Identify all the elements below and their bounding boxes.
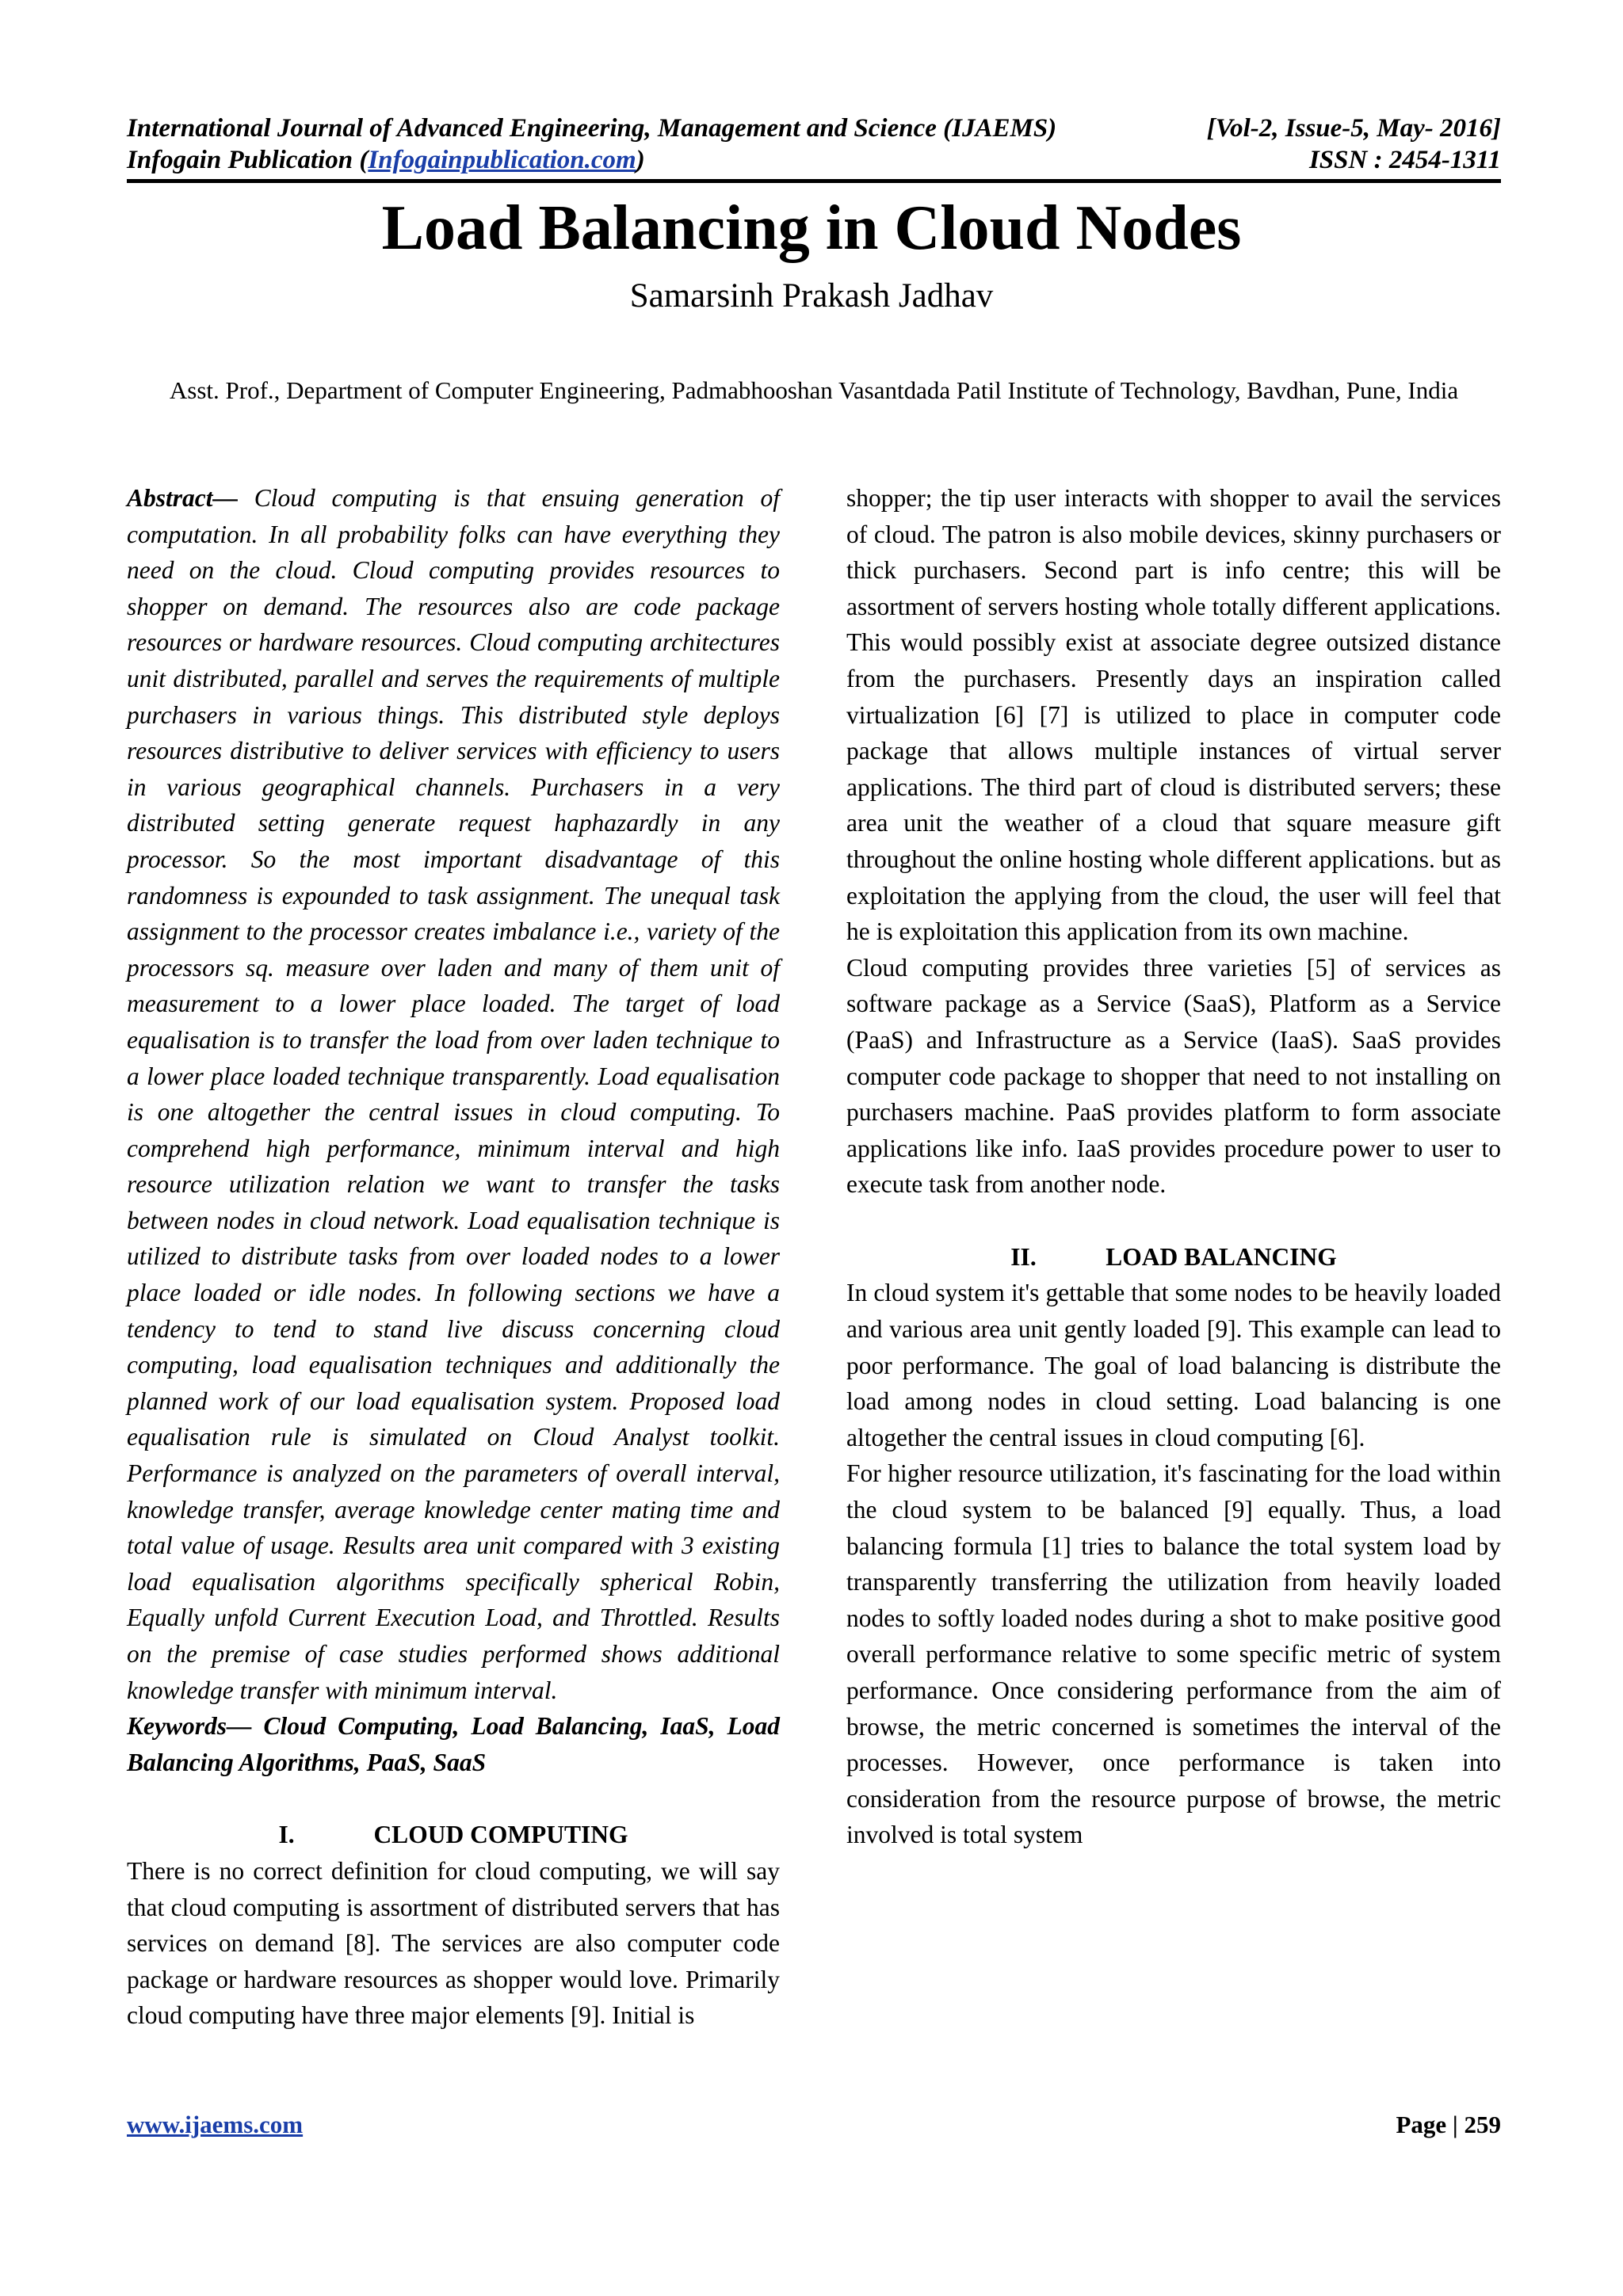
page-number: Page | 259 <box>1396 2111 1501 2138</box>
paper-title: Load Balancing in Cloud Nodes <box>381 193 1242 263</box>
abstract <box>127 480 780 1708</box>
author-name: Samarsinh Prakash Jadhav <box>629 277 994 315</box>
volume-info: [Vol-2, Issue-5, May- 2016] <box>1206 114 1501 143</box>
section-title: CLOUD COMPUTING <box>373 1821 628 1849</box>
abstract-label: Abstract— <box>127 484 239 512</box>
section-number: I. <box>278 1821 295 1849</box>
section1-paragraph-1: There is no correct definition for cloud computing, we will say that cloud computing is assortment of distributed servers that has services on demand [8]. The services are also computer code package or hardware resources as shopper would love. Primarily cloud computing have three major elements [9]. Initial is <box>127 1856 780 2030</box>
section1-paragraph-1-continued: shopper; the tip user interacts with shopper to avail the services of cloud. The patron is also mobile devices, skinny purchasers or thick purchasers. Second part is info centre; this will be assortment of servers hosting whole totally different applications. This would possibly exist at associate degree outsized distance from the purchasers. Presently days an inspiration called virtualization [6] [7] is utilized to place in computer code package that allows multiple instances of virtual server applications. The third part of cloud is distributed servers; these area unit the weather of a cloud that square measure gift throughout the online hosting whole different applications. but as exploitation the applying from the cloud, the user will feel that he is exploitation this application from its own machine. <box>846 484 1501 946</box>
section-title: LOAD BALANCING <box>1106 1242 1337 1271</box>
author-affiliation: Asst. Prof., Department of Computer Engineering, Padmabhooshan Vasantdada Patil Institute of Technology, Bavdhan, Pune, India <box>169 376 1459 404</box>
website-link[interactable]: www.ijaems.com <box>127 2111 304 2138</box>
abstract-text: Cloud computing is that ensuing generation of computation. In all probability folks can have everything they need on the cloud. Cloud computing provides resources to shopper on demand. The resources also are code package resources or hardware resources. Cloud computing architectures unit distributed, parallel and serves the requirements of multiple purchasers in various things. This distributed style deploys resources distributive to deliver services with efficiency to users in various geographical channels. Purchasers in a very distributed setting generate request haphazardly in any processor. So the most important disadvantage of this randomness is expounded to task assignment. The unequal task assignment to the processor creates imbalance i.e., variety of the processors sq. measure over laden and many of them unit of measurement to a lower place loaded. The target of load equalisation is to transfer the load from over laden technique to a lower place loaded technique transparently. Load equalisation is one altogether the central issues in cloud computing. To comprehend high performance, minimum interval and high resource utilization relation we want to transfer the tasks between nodes in cloud network. Load equalisation technique is utilized to distribute tasks from over loaded nodes to a lower place loaded or idle nodes. In following sections we have a tendency to tend to stand live discuss concerning cloud computing, load equalisation techniques and additionally the planned work of our load equalisation system. Proposed load equalisation rule is simulated on Cloud Analyst toolkit. Performance is analyzed on the parameters of overall interval, knowledge transfer, average knowledge center mating time and total value of usage. Results area unit compared with 3 existing load equalisation algorithms specifically spherical Robin, Equally unfold Current Execution Load, and Throttled. Results on the premise of case studies performed shows additional knowledge transfer with minimum interval. <box>127 484 780 1704</box>
issn: ISSN : 2454-1311 <box>1308 146 1501 174</box>
publisher-link[interactable]: Infogainpublication.com <box>368 146 636 174</box>
left-column <box>127 480 780 2034</box>
section2-paragraph-1: In cloud system it's gettable that some nodes to be heavily loaded and various area unit gently loaded [9]. This example can lead to poor performance. The goal of load balancing is distribute the load among nodes in cloud setting. Load balancing is one altogether the central issues in cloud computing [6]. <box>846 1279 1501 1451</box>
running-header <box>127 113 1501 176</box>
keywords: Keywords— Cloud Computing, Load Balancing, IaaS, Load Balancing Algorithms, PaaS, SaaS <box>127 1712 780 1776</box>
section-number: II. <box>1010 1242 1037 1271</box>
right-column <box>846 480 1501 1853</box>
publisher: Infogain Publication (Infogainpublication.com) <box>127 146 645 174</box>
header-rule <box>127 179 1501 183</box>
section-heading-2 <box>846 1239 1501 1276</box>
page-footer <box>127 2109 1501 2141</box>
section2-paragraph-2: For higher resource utilization, it's fascinating for the load within the cloud system to be balanced [9] equally. Thus, a load balancing formula [1] tries to balance the total system load by transparently transferring the utilization from heavily loaded nodes to softly loaded nodes during a shot to make positive good overall performance relative to some specific metric of system performance. Once considering performance from the aim of browse, the metric concerned is sometimes the interval of the processes. However, once performance is taken into consideration from the resource purpose of browse, the metric involved is total system <box>846 1459 1501 1849</box>
journal-name: International Journal of Advanced Engineering, Management and Science (IJAEMS) <box>127 114 1057 143</box>
section1-paragraph-2: Cloud computing provides three varieties [5] of services as software package as a Service (SaaS), Platform as a Service (PaaS) and Infrastructure as a Service (IaaS). SaaS provides computer code package to shopper that need to not installing on purchasers machine. PaaS provides platform to form associate applications like info. IaaS provides procedure power to user to execute task from another node. <box>846 953 1501 1199</box>
section-heading-1 <box>127 1817 780 1853</box>
